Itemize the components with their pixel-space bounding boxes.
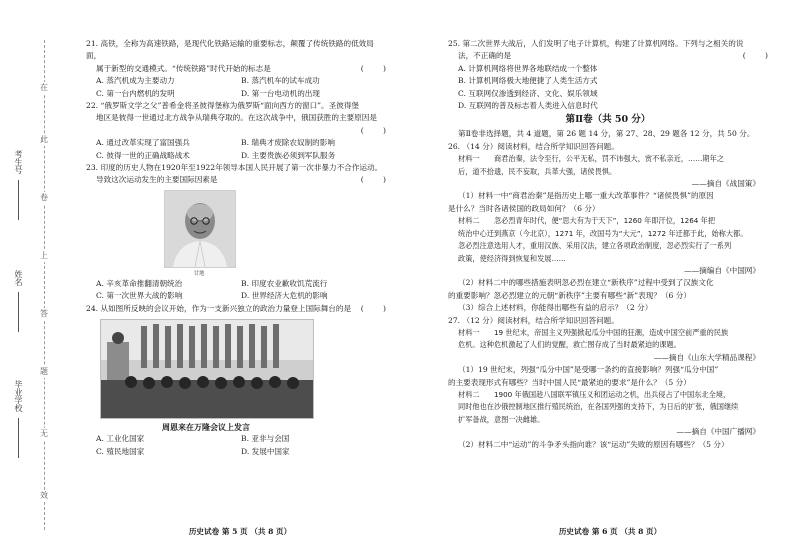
gandhi-portrait [164,190,236,268]
option-b[interactable]: B. 亚非与会国 [241,434,290,444]
label-school [10,380,26,458]
gandhi-portrait-drawing [165,191,235,267]
material-line: 材料一 19 世纪末，帝国主义列强掀起瓜分中国的狂潮，造成中国空前严重的民族 [458,327,729,337]
question-25 [448,38,768,112]
question-21 [86,38,386,100]
gandhi-caption: 甘地 [193,270,205,277]
seal-char: 题 [37,366,51,378]
sub-question: 的重要影响？忽必烈建立的元朝“新秩序”主要有哪些“新”表现？（6 分） [448,290,691,300]
sub-question: 的主要表现形式有哪些？当时中国人民“最紧迫的要求”是什么？（5 分） [448,377,691,387]
seal-char: 效 [37,490,51,502]
seal-margin [0,0,72,560]
material-line: 忽必烈注意选用人才，重用汉族、采用汉法，建立各项政治制度，忽必烈实行了一系列 [458,241,732,251]
section-2-note: 第Ⅱ卷非选择题，共 4 道题，第 26 题 14 分，第 27、28、29 题各 12 分，共 50 分。 [458,129,755,139]
material-line: 同时他也在沙俄控制地区推行殖民统治，在各国列强的支持下，为日后的扩张，俄国继续 [458,402,739,412]
material-line: 材料二 忽必烈青年时代，便“思大有为于天下”，1260 年即汗位，1264 年把 [458,216,716,226]
question-22 [86,100,386,162]
answer-paren[interactable]: ( ) [360,63,386,73]
option-b[interactable]: B. 瑞典才废除农奴制的影响 [241,138,335,148]
material-line: 统治中心迁到燕京（今北京），1271 年，改国号为“大元”，1272 年迁都于此，始称大都。 [458,228,748,238]
sub-question: （1）材料一中“商君治秦”是指历史上哪一重大改革事件？“诸侯畏惧”的原因 [458,191,714,201]
option-b[interactable]: B. 计算机网络极大地便捷了人类生活方式 [458,76,598,86]
option-c[interactable]: C. 第一次世界大战的影响 [96,291,183,301]
seal-char: 上 [37,250,51,262]
q21-line: 属于新型的交通模式。“传统铁路”时代开始的标志是 [96,63,271,73]
label-school-text: 毕业学校 [14,380,23,412]
q24-line: 24. 从如图所反映的会议开始，作为一支新兴独立的政治力量登上国际舞台的是 [86,303,352,313]
label-student-number-text: 考生号 [14,150,23,174]
q25-line: 法，不正确的是 [458,51,512,61]
school-line[interactable] [18,418,19,458]
answer-paren[interactable]: ( ) [360,125,386,135]
option-d[interactable]: D. 世界经济大危机的影响 [241,291,328,301]
option-d[interactable]: D. 互联网的普及标志着人类进入信息时代 [458,101,598,111]
question-23 [86,162,386,303]
label-student-number [10,150,26,220]
seal-char: 卷 [37,192,51,204]
q21-line: 21. 高铁，全称为高速铁路，是现代化铁路运输的重要标志，颠覆了传统铁路的低效局面， [86,39,374,61]
option-b[interactable]: B. 蒸汽机车的试车成功 [241,76,320,86]
q27-head: 27. （12 分）阅读材料，结合所学知识回答问题。 [448,315,619,325]
sub-question: （1）19 世纪末，列强“瓜分中国”是受哪一条约的直接影响？列强“瓜分中国” [458,365,719,375]
page-6-column [448,38,768,451]
question-24 [86,303,386,458]
option-a[interactable]: A. 通过改革实现了富国强兵 [96,138,190,148]
material-source: ——摘自《中国广播网》 [676,427,760,437]
option-c[interactable]: C. 殖民地国家 [96,446,145,456]
option-a[interactable]: A. 工业化国家 [96,434,145,444]
q22-line: 地区是彼得一世通过北方战争从瑞典夺取的。在这次战争中，俄国获胜的主要原因是 [96,113,377,123]
page-5-footer: 历史试卷 第 5 页 （共 8 页） [188,527,292,536]
bandung-caption: 周恩来在万隆会议上发言 [162,422,250,433]
material-source: ——摘自《战国策》 [691,179,760,189]
label-name-text: 姓名 [14,270,23,286]
material-line: 后，道不拾遗，民不妄取，兵革大强，诸侯畏惧。 [458,166,617,176]
material-line: 扩军备战，意图一决雌雄。 [458,414,545,424]
option-d[interactable]: D. 第一台电动机的出现 [241,88,320,98]
q26-head: 26. （14 分）阅读材料，结合所学知识回答问题。 [448,141,619,151]
label-name [10,270,26,332]
option-c[interactable]: C. 彼得一世的正确战略战术 [96,150,190,160]
question-27 [448,315,768,451]
name-line[interactable] [18,292,19,332]
material-source: ——摘自《山东大学精品课程》 [653,352,760,362]
material-line: 材料一 商君治秦，法令至行，公平无私，罚不讳强大，赏不私亲近，……期年之 [458,154,724,164]
answer-paren[interactable]: ( ) [742,51,768,61]
section-2-title: 第Ⅱ卷（共 50 分） [565,114,651,126]
bandung-conference-drawing [101,320,313,418]
seal-char: 在 [37,82,51,94]
option-d[interactable]: D. 发展中国家 [241,446,290,456]
q23-line: 导致这次运动发生的主要国际因素是 [96,175,218,185]
option-c[interactable]: C. 第一台内燃机的发明 [96,88,175,98]
q22-line: 22. “俄罗斯文学之父”普希金将圣彼得堡称为俄罗斯“面向西方的窗口”。圣彼得堡 [86,101,360,111]
bandung-conference-photo [100,319,314,419]
option-a[interactable]: A. 计算机网络将世界各地联结成一个整体 [458,63,598,73]
material-2 [448,215,768,265]
option-c[interactable]: C. 互联网仅渗透到经济、文化、娱乐领域 [458,88,598,98]
answer-paren[interactable]: ( ) [360,175,386,185]
material-line: 材料二 1900 年俄国趁八国联军镇压义和团运动之机，出兵侵占了中国东北全境， [458,389,731,399]
page-5-column [86,38,386,458]
sub-question: （2）材料二中的哪些措施表明忽必烈在建立“新秩序”过程中受到了汉族文化 [458,278,714,288]
student-number-line[interactable] [18,180,19,220]
option-b[interactable]: B. 印度农业歉收饥荒流行 [241,278,328,288]
option-a[interactable]: A. 辛亥革命推翻清朝统治 [96,278,183,288]
question-26 [448,141,768,315]
seal-char: 答 [37,308,51,320]
option-d[interactable]: D. 主要贵族必须到军队服务 [241,150,336,160]
material-4 [448,389,768,426]
q23-line: 23. 印度的历史人物在1920年至1922年领导本国人民开展了第一次非暴力不合作运动。 [86,163,383,173]
sub-question: （2）材料二中“运动”的斗争矛头指向谁？该“运动”失败的原因有哪些？（5 分） [458,439,729,449]
answer-paren[interactable]: ( ) [360,303,386,313]
seal-dashed-line [44,40,45,530]
page-6-footer: 历史试卷 第 6 页 （共 8 页） [558,527,662,536]
seal-char: 无 [37,428,51,440]
sub-question: 是什么？当时各诸侯国的政局如何？（6 分） [448,203,600,213]
sub-question: （3）综合上述材料，你能得出哪些有益的启示？（2 分） [458,303,653,313]
q25-line: 25. 第二次世界大战后，人们发明了电子计算机，构建了计算机网络。下列与之相关的说 [448,39,744,48]
material-line: 政策，使经济得到恢复和发展…… [458,253,566,263]
material-3 [448,327,768,352]
seal-char: 此 [37,134,51,146]
material-source: ——摘编自《中国网》 [684,265,760,275]
material-line: 危机。这种危机激起了人们的觉醒，救亡图存成了当时最紧迫的课题。 [458,340,681,350]
option-a[interactable]: A. 蒸汽机成为主要动力 [96,76,175,86]
material-1 [448,153,768,178]
